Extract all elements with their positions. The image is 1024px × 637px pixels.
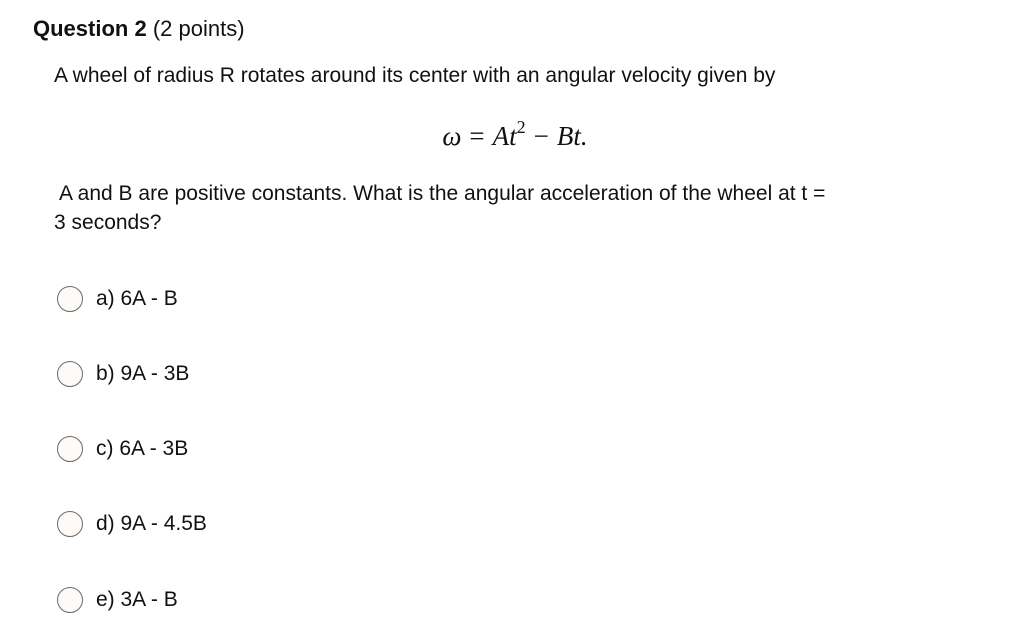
radio-button-icon[interactable] [57, 286, 83, 312]
option-e-label[interactable]: e) 3A - B [96, 588, 178, 611]
option-c-label[interactable]: c) 6A - 3B [96, 437, 189, 460]
radio-button-icon[interactable] [57, 361, 83, 387]
question-prompt [54, 179, 964, 237]
option-a-label[interactable]: a) 6A - B [96, 287, 178, 310]
angular-velocity-equation [0, 118, 1024, 154]
equation-term1: At [492, 121, 517, 151]
equation-minus: − [533, 121, 549, 151]
question-points: (2 points) [152, 16, 245, 41]
option-d-label[interactable]: d) 9A - 4.5B [96, 512, 207, 535]
question-intro: A wheel of radius R rotates around its center with an angular velocity given by [54, 64, 776, 87]
question-header [33, 14, 245, 44]
option-c[interactable] [57, 434, 188, 464]
option-b[interactable] [57, 359, 189, 389]
radio-button-icon[interactable] [57, 511, 83, 537]
question-prompt-line-1: A and B are positive constants. What is the angular acceleration of the wheel at t = [59, 182, 826, 205]
option-d[interactable] [57, 509, 207, 539]
equation-term2: Bt. [556, 121, 588, 151]
radio-button-icon[interactable] [57, 436, 83, 462]
option-b-label[interactable]: b) 9A - 3B [96, 362, 190, 385]
option-e[interactable] [57, 585, 178, 615]
question-title: Question 2 [33, 16, 147, 41]
equation-lhs: ω [442, 121, 462, 151]
question-prompt-line-2: 3 seconds? [54, 211, 162, 234]
equation-equals: = [469, 121, 485, 151]
option-a[interactable] [57, 284, 178, 314]
equation-exponent: 2 [516, 117, 526, 137]
radio-button-icon[interactable] [57, 587, 83, 613]
